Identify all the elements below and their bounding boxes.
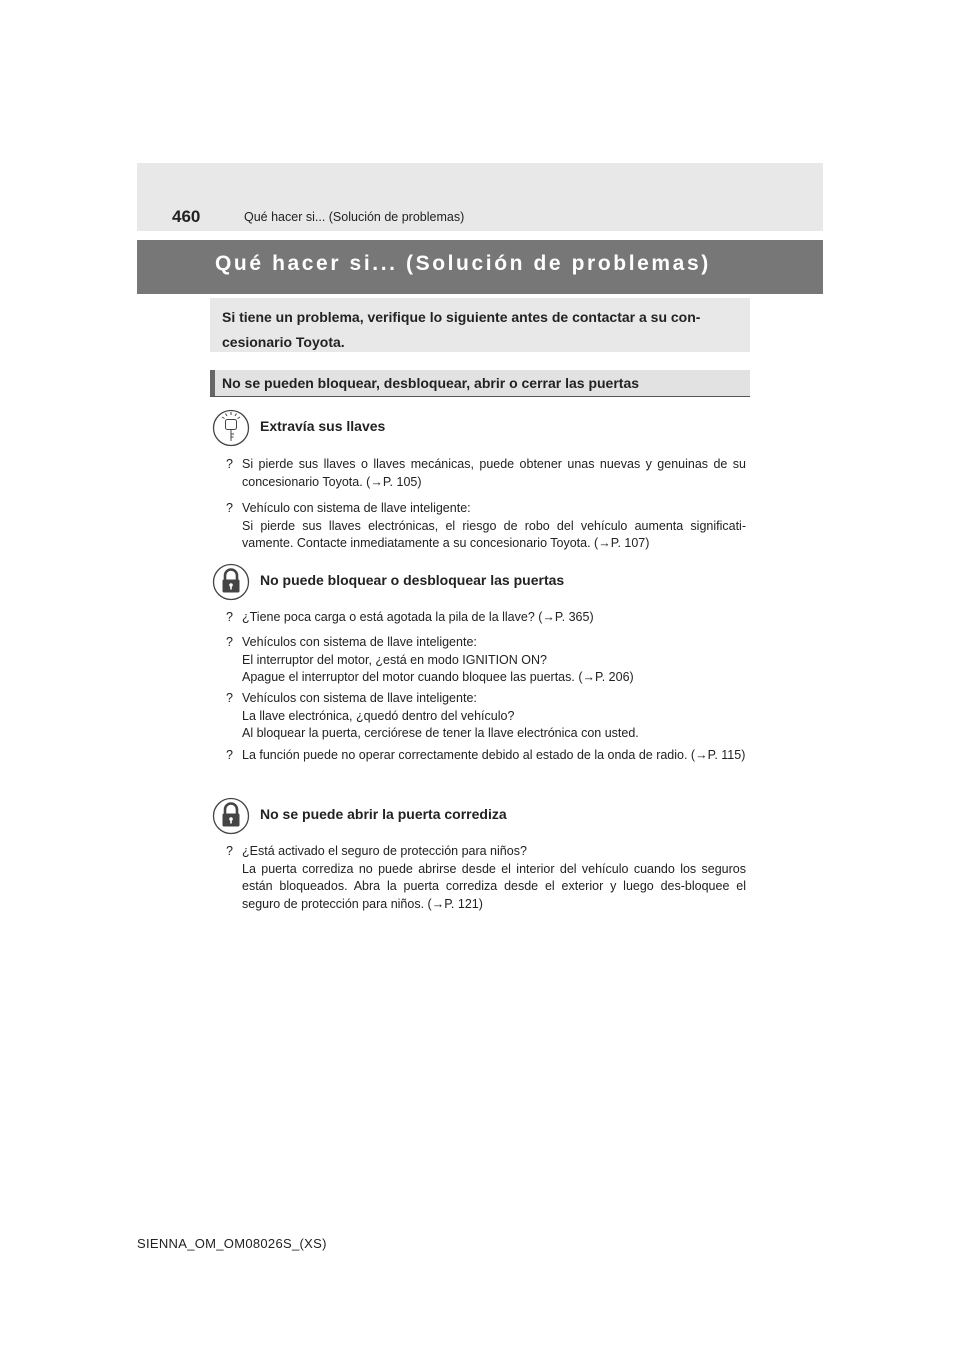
intro-text: Si tiene un problema, verifique lo siguiente antes de contactar a su con-cesionario Toyota.: [222, 309, 701, 350]
padlock-icon: [212, 797, 250, 835]
page-title: Qué hacer si... (Solución de problemas): [215, 252, 711, 275]
header-band: [137, 163, 823, 231]
list-item: ? Si pierde sus llaves o llaves mecánicas, puede obtener unas nuevas y genuinas de su concesionario Toyota. (→P. 105): [226, 457, 746, 489]
list-item: ? La función puede no operar correctamente debido al estado de la onda de radio. (→P. 115): [226, 748, 746, 762]
list-item: ? ¿Está activado el seguro de protección para niños? La puerta corrediza no puede abrirse desde el interior del vehículo cuando los seguros están bloqueados. Abra la puerta corrediza desde el exterior y luego des-bloquee el seguro de protección para niños. (→P. 121): [226, 844, 746, 911]
key-icon: [212, 409, 250, 447]
subsection-title-lost-keys: Extravía sus llaves: [260, 418, 386, 434]
list-item: ? ¿Tiene poca carga o está agotada la pila de la llave? (→P. 365): [226, 610, 594, 624]
footer-document-code: SIENNA_OM_OM08026S_(XS): [137, 1236, 327, 1251]
section-heading: No se pueden bloquear, desbloquear, abrir o cerrar las puertas: [222, 375, 640, 391]
subsection-title-cannot-lock: No puede bloquear o desbloquear las puertas: [260, 572, 565, 588]
list-item: ? Vehículo con sistema de llave inteligente: Si pierde sus llaves electrónicas, el riesgo de robo del vehículo aumenta significati-vamente. Contacte inmediatamente a su concesionario Toyota. (→P. 107): [226, 501, 746, 550]
page-number: 460: [172, 207, 201, 226]
list-item: ? Vehículos con sistema de llave inteligente: La llave electrónica, ¿quedó dentro del vehículo? Al bloquear la puerta, cerciórese de tener la llave electrónica con usted.: [226, 691, 639, 740]
subsection-title-sliding-door: No se puede abrir la puerta corrediza: [260, 806, 507, 822]
list-item: ? Vehículos con sistema de llave inteligente: El interruptor del motor, ¿está en modo IGNITION ON? Apague el interruptor del motor cuando bloquee las puertas. (→P. 206): [226, 635, 634, 684]
running-title: Qué hacer si... (Solución de problemas): [244, 210, 465, 224]
padlock-icon: [212, 563, 250, 601]
